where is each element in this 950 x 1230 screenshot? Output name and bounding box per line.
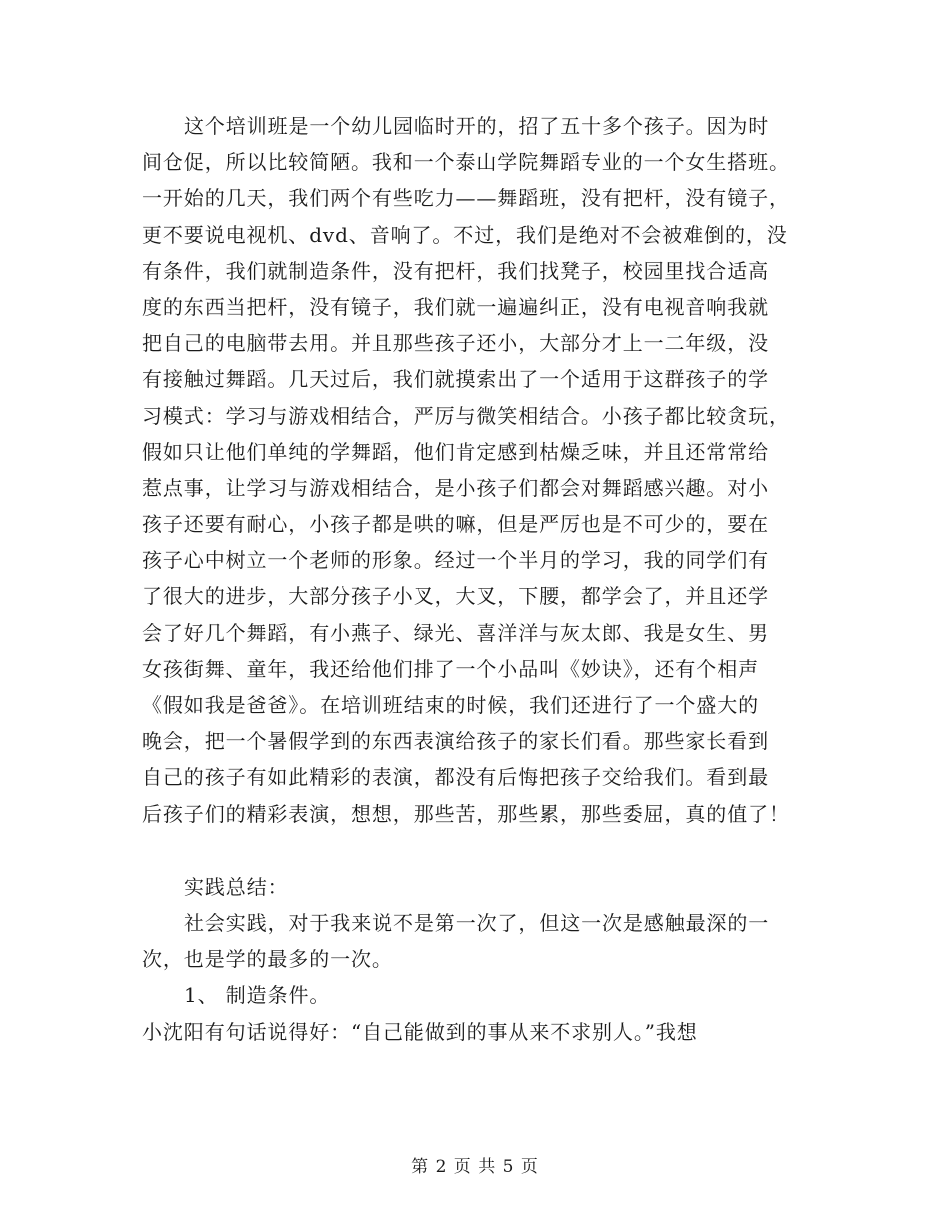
paragraph-line: 了很大的进步，大部分孩子小叉，大叉，下腰，都学会了，并且还学 [142, 584, 769, 609]
paragraph-line: 自己的孩子有如此精彩的表演，都没有后悔把孩子交给我们。看到最 [142, 765, 769, 790]
paragraph-line: 有条件，我们就制造条件，没有把杆，我们找凳子，校园里找合适高 [142, 258, 769, 283]
paragraph-line: 《假如我是爸爸》。在培训班结束的时候，我们还进行了一个盛大的 [142, 693, 759, 717]
paragraph-line: 女孩街舞、童年，我还给他们排了一个小品叫《妙诀》，还有个相声 [142, 656, 759, 681]
page-footer: 第 2 页 共 5 页 [411, 1157, 539, 1177]
paragraph-line: 孩子心中树立一个老师的形象。经过一个半月的学习，我的同学们有 [142, 548, 769, 573]
paragraph-line: 会了好几个舞蹈，有小燕子、绿光、喜洋洋与灰太郎、我是女生、男 [142, 620, 769, 645]
document-body [142, 108, 812, 1050]
paragraph-line: 更不要说电视机、dvd、音响了。不过，我们是绝对不会被难倒的，没 [142, 222, 788, 247]
paragraph-line: 一开始的几天，我们两个有些吃力——舞蹈班，没有把杆，没有镜子， [142, 186, 790, 211]
paragraph-line: 小沈阳有句话说得好：“自己能做到的事从来不求别人。”我想 [142, 1019, 698, 1044]
paragraph-line: 度的东西当把杆，没有镜子，我们就一遍遍纠正，没有电视音响我就 [142, 294, 769, 319]
paragraph-line: 社会实践，对于我来说不是第一次了，但这一次是感触最深的一 [184, 910, 770, 935]
paragraph-line: 这个培训班是一个幼儿园临时开的，招了五十多个孩子。因为时 [184, 114, 770, 138]
paragraph-line: 间仓促，所以比较简陋。我和一个泰山学院舞蹈专业的一个女生搭班。 [142, 150, 790, 175]
paragraph-line: 习模式：学习与游戏相结合，严厉与微笑相结合。小孩子都比较贪玩， [142, 403, 790, 428]
paragraph-line: 后孩子们的精彩表演，想想，那些苦，那些累，那些委屈，真的值了！ [142, 801, 790, 826]
paragraph-line: 晚会，把一个暑假学到的东西表演给孩子的家长们看。那些家长看到 [142, 729, 769, 754]
list-item: 1、 制造条件。 [184, 983, 331, 1008]
paragraph-line: 有接触过舞蹈。几天过后，我们就摸索出了一个适用于这群孩子的学 [142, 367, 769, 392]
paragraph-line: 假如只让他们单纯的学舞蹈，他们肯定感到枯燥乏味，并且还常常给 [142, 439, 769, 464]
paragraph-line: 把自己的电脑带去用。并且那些孩子还小，大部分才上一二年级，没 [142, 331, 769, 356]
paragraph-line: 次，也是学的最多的一次。 [142, 947, 393, 972]
paragraph-line: 惹点事，让学习与游戏相结合，是小孩子们都会对舞蹈感兴趣。对小 [142, 475, 769, 500]
paragraph-line: 孩子还要有耐心，小孩子都是哄的嘛，但是严厉也是不可少的，要在 [142, 512, 769, 537]
paragraph-gap [142, 832, 812, 869]
section-heading: 实践总结： [184, 874, 289, 899]
